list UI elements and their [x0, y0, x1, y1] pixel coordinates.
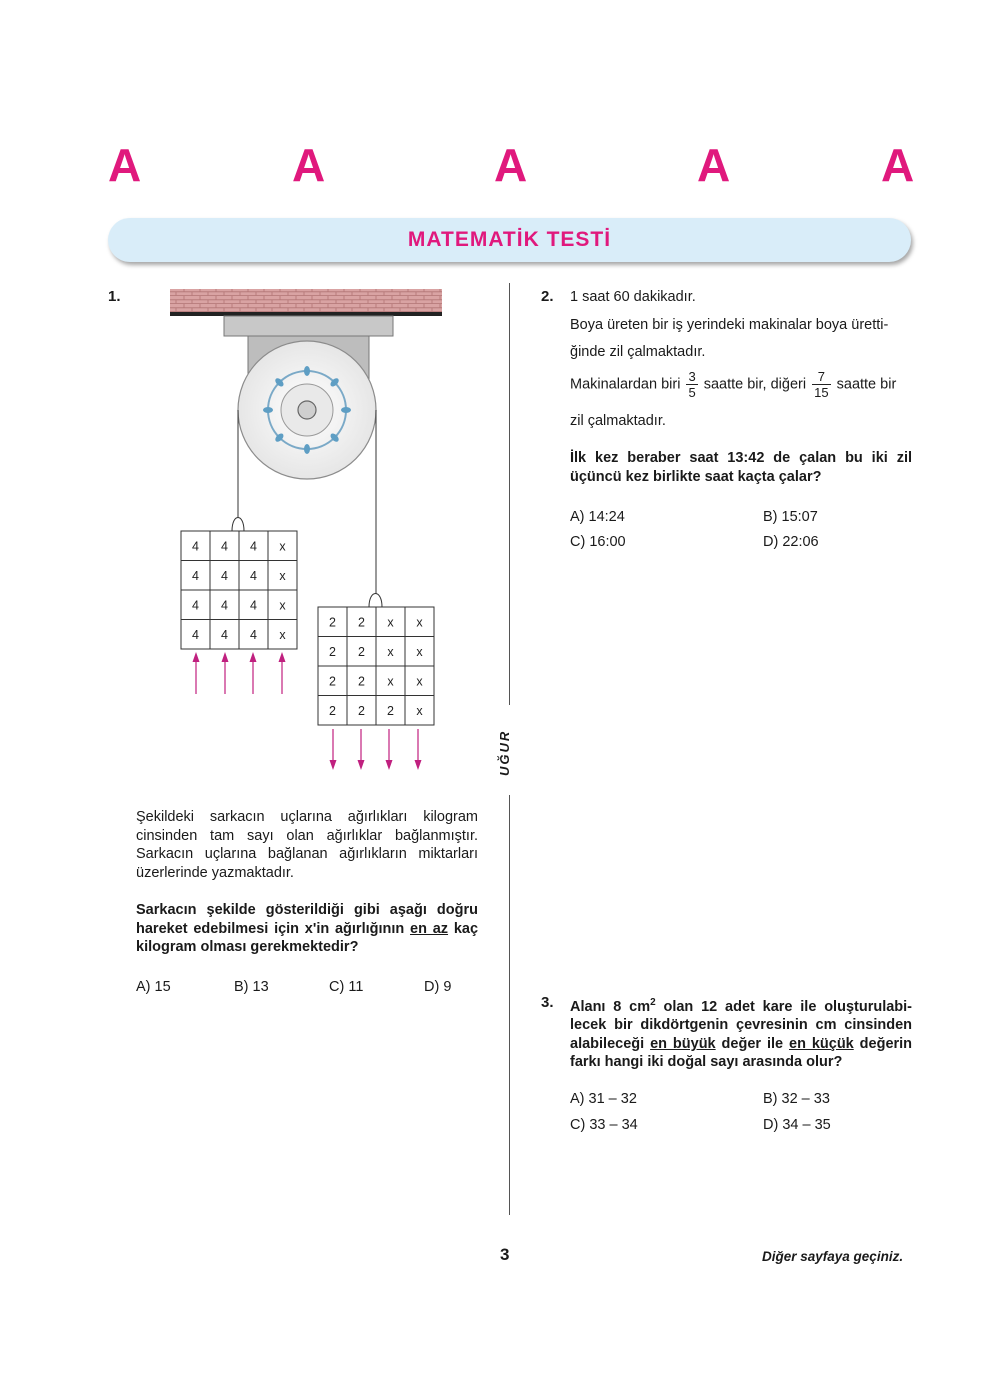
pulley-figure — [150, 286, 460, 786]
next-page-note: Diğer sayfaya geçiniz. — [762, 1249, 904, 1264]
weight-label: 2 — [358, 615, 365, 630]
question-2-prompt: İlk kez beraber saat 13:42 de çalan bu iki zil üçüncü kez birlikte saat kaçta çalar? — [570, 450, 912, 485]
question-2-line: ğinde zil çalmaktadır. — [570, 344, 706, 360]
prompt-text: değer ile — [721, 1035, 784, 1052]
question-number: 3. — [541, 994, 554, 1011]
weight-label: x — [387, 644, 394, 659]
question-2-line: Boya üreten bir iş yerindeki makinalar boya üretti- — [570, 317, 889, 333]
emphasis-text: en büyük — [650, 1035, 716, 1052]
booklet-letter: A — [881, 139, 915, 191]
weight-label: 2 — [358, 703, 365, 718]
weight-label: 4 — [221, 539, 228, 554]
prompt-text: Makinalardan biri — [570, 376, 681, 393]
weight-label: 2 — [358, 644, 365, 659]
weight-label: x — [416, 644, 423, 659]
booklet-letter: A — [108, 139, 142, 191]
question-number: 1. — [108, 288, 121, 305]
left-weight-block — [181, 531, 297, 649]
weight-label: 4 — [221, 627, 228, 642]
fraction-denominator: 15 — [814, 385, 829, 400]
fraction-numerator: 7 — [812, 369, 830, 385]
question-1-prompt — [136, 901, 478, 957]
prompt-text: olan 12 adet kare ile oluşturulabi-lecek bir dikdörtgenin çevresinin cm cinsinden alabileceği — [570, 998, 913, 1052]
weight-label: x — [279, 627, 286, 642]
weight-label: 2 — [329, 674, 336, 689]
weight-label: x — [279, 568, 286, 583]
option-b[interactable]: B) 15:07 — [763, 509, 818, 525]
ceiling — [170, 289, 442, 316]
question-1-intro: Şekildeki sarkacın uçlarına ağırlıkları kilogram cinsinden tam sayı olan ağırlıklar bağlanmıştır. Sarkacın uçlarına bağlanan ağırlıkların miktarları üzerlerinde yazmaktadır. — [136, 809, 478, 881]
option-a[interactable]: A) 15 — [136, 979, 171, 995]
weight-label: 2 — [329, 703, 336, 718]
weight-label: x — [279, 598, 286, 613]
weight-label: x — [279, 539, 286, 554]
weight-label: 4 — [192, 627, 199, 642]
question-3-prompt — [570, 994, 912, 1072]
prompt-text: Alanı 8 cm — [570, 998, 651, 1015]
emphasis-text: en küçük — [789, 1035, 854, 1052]
weight-label: x — [416, 615, 423, 630]
pulley-wheel — [238, 341, 376, 479]
prompt-text: saatte bir — [836, 376, 897, 393]
superscript: 2 — [650, 997, 656, 1008]
option-b[interactable]: B) 32 – 33 — [763, 1091, 830, 1107]
question-number: 2. — [541, 288, 554, 305]
down-arrows — [330, 729, 422, 770]
weight-label: 2 — [358, 674, 365, 689]
emphasis-text: en az — [410, 920, 449, 937]
question-2-line: 1 saat 60 dakikadır. — [570, 289, 696, 305]
option-a[interactable]: A) 31 – 32 — [570, 1091, 637, 1107]
weight-label: 4 — [192, 598, 199, 613]
weight-label: 4 — [221, 598, 228, 613]
column-divider — [509, 795, 510, 1215]
weight-label: 2 — [387, 703, 394, 718]
weight-label: 4 — [192, 568, 199, 583]
option-c[interactable]: C) 33 – 34 — [570, 1117, 638, 1133]
weight-label: x — [416, 674, 423, 689]
margin-label: UĞUR — [497, 729, 512, 777]
option-d[interactable]: D) 34 – 35 — [763, 1117, 831, 1133]
option-a[interactable]: A) 14:24 — [570, 509, 625, 525]
test-title-bar — [108, 218, 911, 262]
option-b[interactable]: B) 13 — [234, 979, 269, 995]
right-weight-block — [318, 607, 434, 725]
weight-label: 2 — [329, 644, 336, 659]
question-2-line: zil çalmaktadır. — [570, 413, 666, 429]
option-c[interactable]: C) 16:00 — [570, 534, 626, 550]
weight-label: 4 — [250, 539, 257, 554]
weight-label: 4 — [250, 598, 257, 613]
weight-label: 4 — [250, 627, 257, 642]
test-title: MATEMATİK TESTİ — [407, 228, 612, 251]
fraction — [686, 369, 697, 400]
option-d[interactable]: D) 9 — [424, 979, 452, 995]
page-number: 3 — [500, 1245, 510, 1264]
booklet-letter: A — [292, 139, 326, 191]
prompt-text: kaç kilogram olması gerekmektedir? — [136, 920, 479, 955]
weight-label: x — [416, 703, 423, 718]
fraction — [812, 369, 830, 400]
weight-label: 2 — [329, 615, 336, 630]
prompt-text: saatte bir, diğeri — [703, 376, 807, 393]
option-d[interactable]: D) 22:06 — [763, 534, 819, 550]
question-2-fraction-line — [570, 369, 896, 400]
weight-label: x — [387, 615, 394, 630]
booklet-letter: A — [697, 139, 731, 191]
up-arrows — [193, 652, 286, 694]
prompt-text: Sarkacın şekilde gösterildiği gibi aşağı doğru hareket edebilmesi için x'in ağırlığının — [136, 902, 478, 937]
column-divider — [509, 283, 510, 705]
fraction-numerator: 3 — [688, 369, 696, 384]
prompt-text: değerin farkı hangi iki doğal sayı arasında olur? — [570, 1035, 913, 1071]
fraction-denominator: 5 — [688, 385, 696, 400]
weight-label: 4 — [221, 568, 228, 583]
weight-label: x — [387, 674, 394, 689]
option-c[interactable]: C) 11 — [329, 979, 364, 995]
weight-label: 4 — [192, 539, 199, 554]
booklet-letter: A — [494, 139, 528, 191]
weight-label: 4 — [250, 568, 257, 583]
